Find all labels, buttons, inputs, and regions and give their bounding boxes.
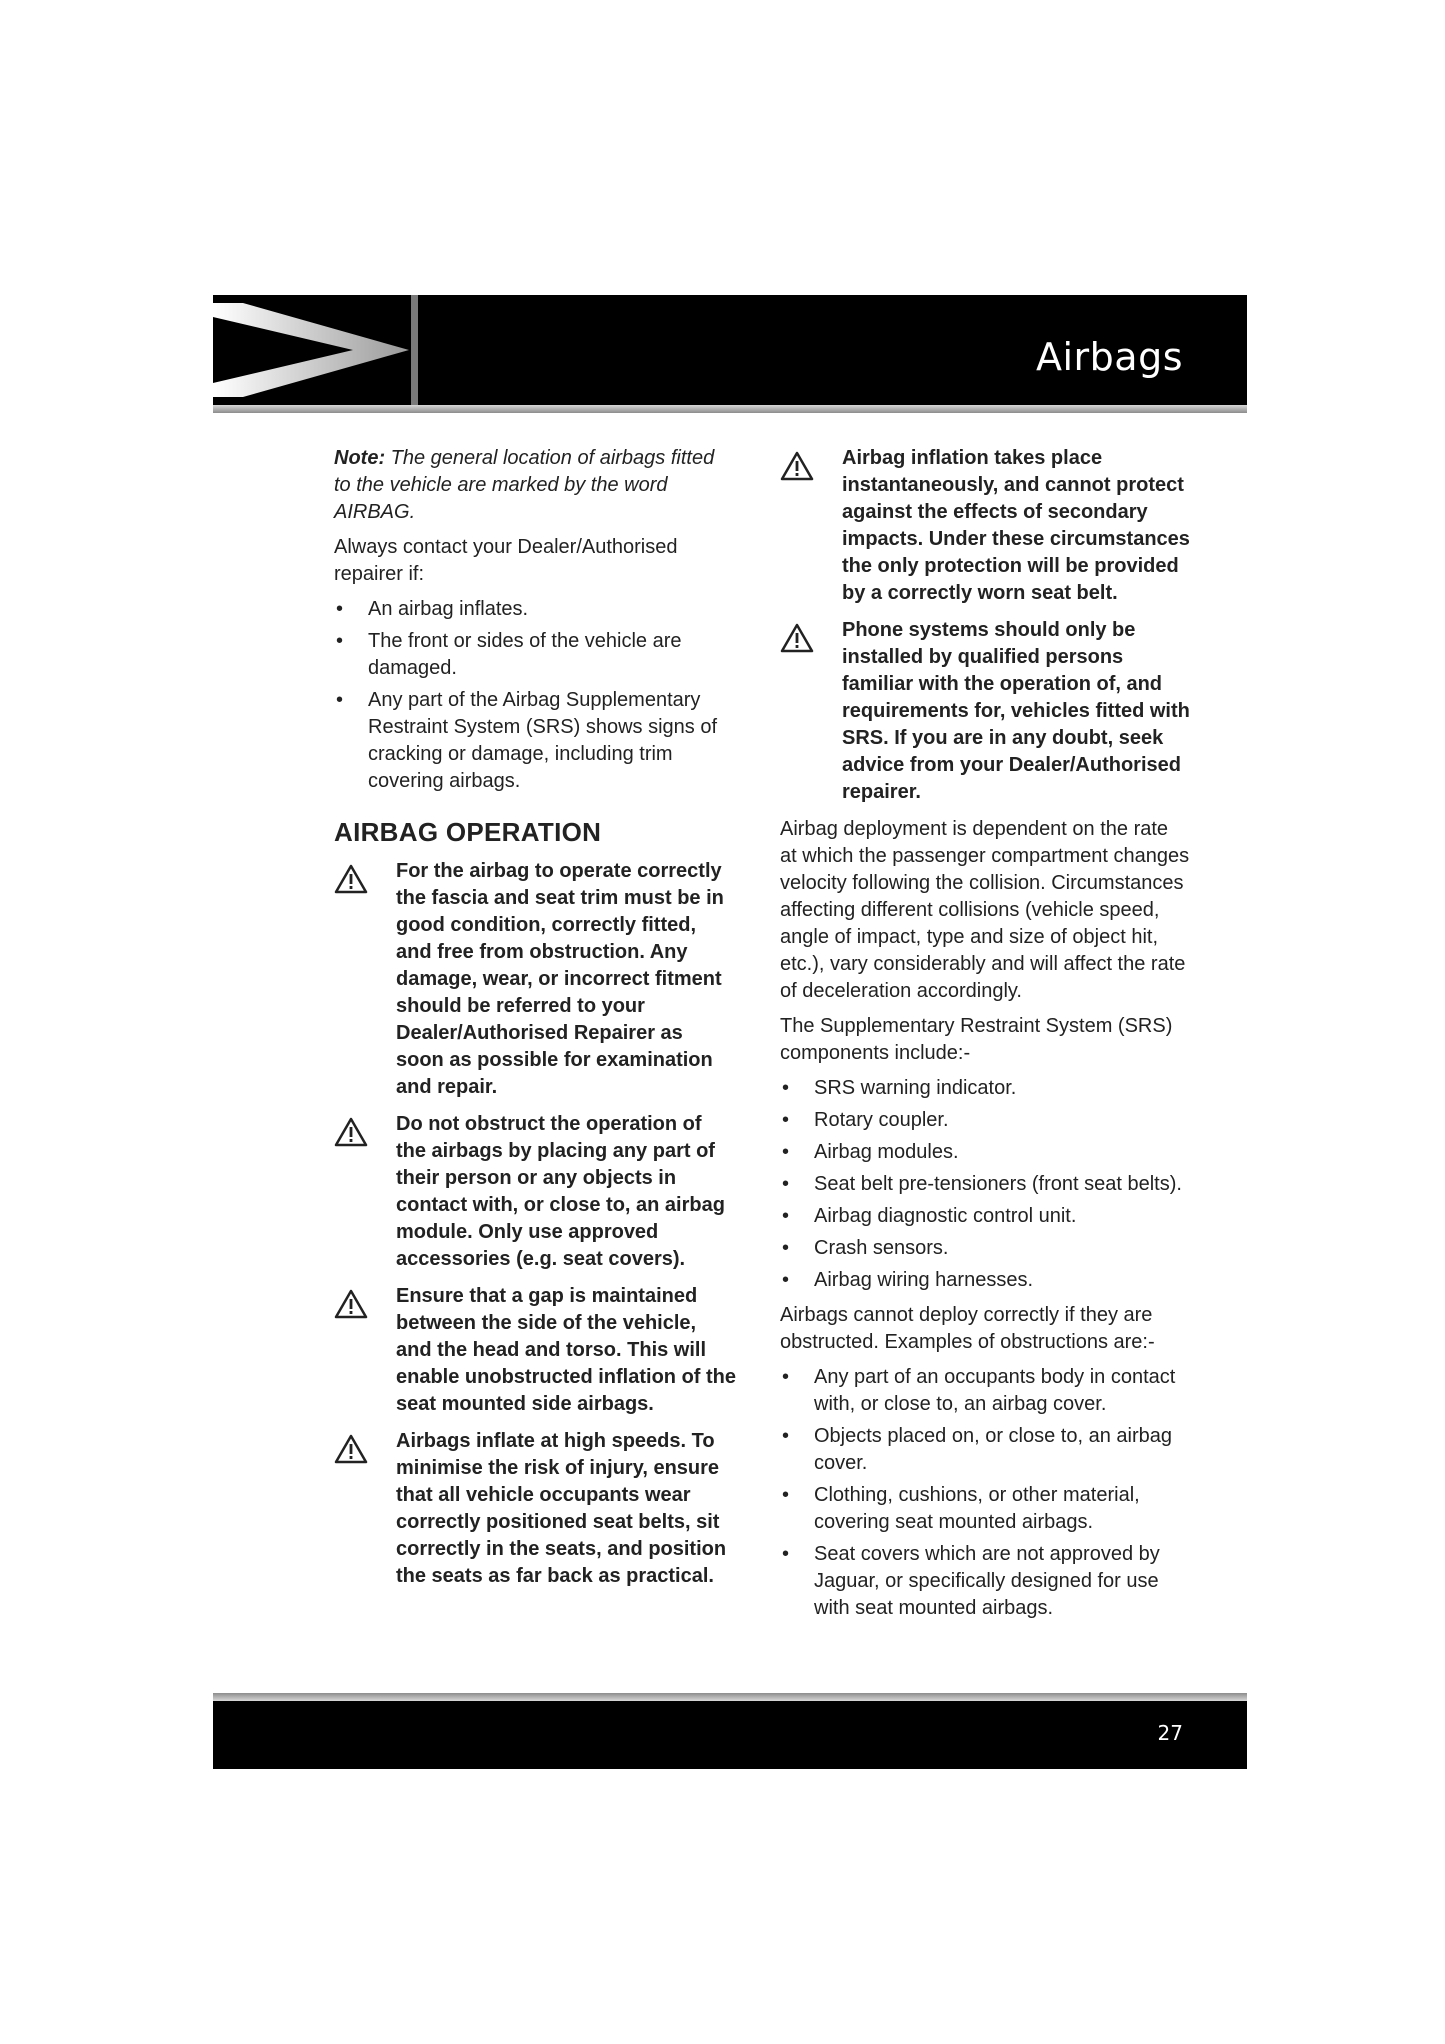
list-item: • SRS warning indicator.	[780, 1075, 1190, 1102]
list-item: • An airbag inflates.	[334, 596, 736, 623]
warning-text: Do not obstruct the operation of the airbags by placing any part of their person or any objects in contact with, or close to, an airbag module. Only use approved accessories (e.g. seat covers).	[396, 1113, 725, 1270]
warning-triangle-icon	[780, 623, 814, 653]
obstruction-list	[780, 1364, 1190, 1622]
footer-rule	[213, 1693, 1247, 1701]
srs-components-list	[780, 1075, 1190, 1294]
list-item: • Seat belt pre-tensioners (front seat belts).	[780, 1171, 1190, 1198]
section-heading: AIRBAG OPERATION	[334, 817, 602, 847]
page-number: 27	[1157, 1721, 1183, 1745]
warning-block	[780, 617, 1190, 806]
note	[334, 445, 736, 526]
list-item: • Airbag diagnostic control unit.	[780, 1203, 1190, 1230]
right-column	[780, 445, 1190, 1630]
warning-text: Airbags inflate at high speeds. To minimise the risk of injury, ensure that all vehicle occupants wear correctly positioned seat belts, sit correctly in the seats, and position the seats as far back as practical.	[396, 1430, 727, 1587]
list-item: • Clothing, cushions, or other material, covering seat mounted airbags.	[780, 1482, 1190, 1536]
list-item: • Any part of an occupants body in contact with, or close to, an airbag cover.	[780, 1364, 1190, 1418]
warning-block	[334, 1283, 736, 1418]
obstruction-intro: Airbags cannot deploy correctly if they are obstructed. Examples of obstructions are:-	[780, 1304, 1155, 1353]
chevron-right-icon	[213, 295, 418, 405]
warning-triangle-icon	[334, 1434, 368, 1464]
note-text: The general location of airbags fitted to the vehicle are marked by the word AIRBAG.	[334, 447, 715, 523]
warning-text: Ensure that a gap is maintained between the side of the vehicle, and the head and torso. This will enable unobstructed inflation of the seat mounted side airbags.	[396, 1285, 736, 1415]
warning-block	[334, 1111, 736, 1273]
srs-intro: The Supplementary Restraint System (SRS) components include:-	[780, 1015, 1173, 1064]
list-item: • Rotary coupler.	[780, 1107, 1190, 1134]
list-item: • Any part of the Airbag Supplementary Restraint System (SRS) shows signs of cracking or damage, including trim covering airbags.	[334, 687, 736, 795]
list-item: • Objects placed on, or close to, an airbag cover.	[780, 1423, 1190, 1477]
warning-text: For the airbag to operate correctly the fascia and seat trim must be in good condition, correctly fitted, and free from obstruction. Any damage, wear, or incorrect fitment should be referred to your Dealer/Authorised Repairer as soon as possible for examination and repair.	[396, 860, 724, 1098]
contact-list	[334, 596, 736, 795]
deployment-text: Airbag deployment is dependent on the rate at which the passenger compartment changes velocity following the collision. Circumstances affecting different collisions (vehicle speed, angle of impact, type and size of object hit, etc.), vary considerably and will affect the rate of deceleration accordingly.	[780, 818, 1190, 1002]
page-title: Airbags	[1035, 335, 1183, 379]
list-item: • Crash sensors.	[780, 1235, 1190, 1262]
warning-text: Phone systems should only be installed by qualified persons familiar with the operation of, and requirements for, vehicles fitted with SRS. If you are in any doubt, seek advice from your Dealer/Authorised repairer.	[842, 619, 1190, 803]
warning-triangle-icon	[334, 1117, 368, 1147]
contact-intro: Always contact your Dealer/Authorised repairer if:	[334, 536, 678, 585]
warning-triangle-icon	[780, 451, 814, 481]
warning-block	[334, 1428, 736, 1590]
list-item: • Airbag modules.	[780, 1139, 1190, 1166]
page-footer	[213, 1693, 1247, 1769]
left-column	[334, 445, 736, 1600]
warning-triangle-icon	[334, 864, 368, 894]
warning-block	[780, 445, 1190, 607]
warning-text: Airbag inflation takes place instantaneously, and cannot protect against the effects of secondary impacts. Under these circumstances the only protection will be provided by a correctly worn seat belt.	[842, 447, 1190, 604]
page-header	[213, 295, 1247, 413]
warning-block	[334, 858, 736, 1101]
header-rule	[213, 405, 1247, 413]
note-label: Note:	[334, 447, 386, 469]
list-item: • Airbag wiring harnesses.	[780, 1267, 1190, 1294]
footer-bar	[213, 1701, 1247, 1769]
warning-triangle-icon	[334, 1289, 368, 1319]
list-item: • The front or sides of the vehicle are damaged.	[334, 628, 736, 682]
list-item: • Seat covers which are not approved by Jaguar, or specifically designed for use with seat mounted airbags.	[780, 1541, 1190, 1622]
